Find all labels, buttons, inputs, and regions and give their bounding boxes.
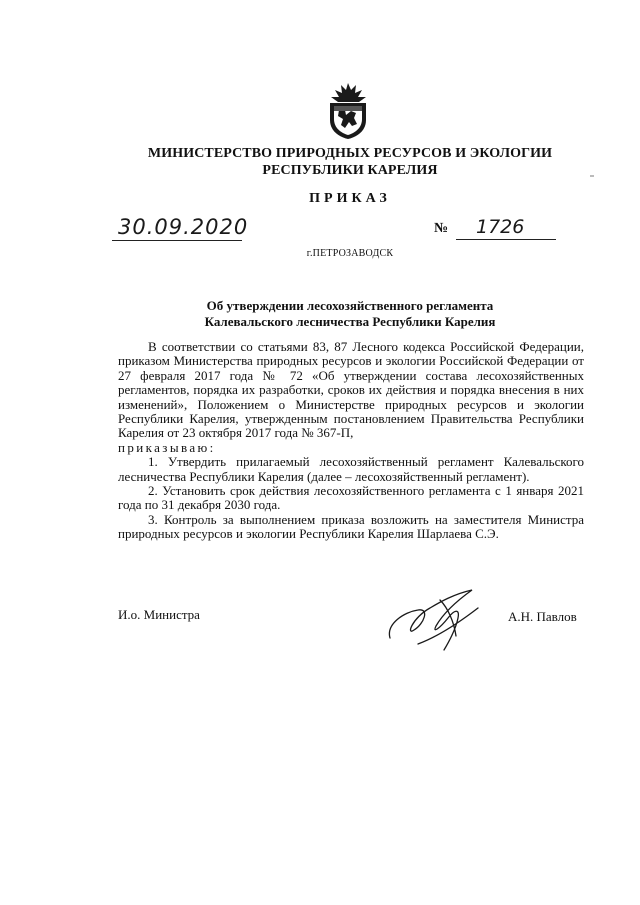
coat-of-arms-icon — [324, 82, 372, 140]
order-date: 30.09.2020 — [118, 215, 249, 239]
order-item-1: 1. Утвердить прилагаемый лесохозяйственный регламент Калевальского лесничества Республики Карелия (далее – лесохозяйственный регламент). — [118, 454, 584, 484]
preamble-paragraph: В соответствии со статьями 83, 87 Лесного кодекса Российской Федерации, приказом Министерства природных ресурсов и экологии Российской Федерации от 27 февраля 2017 года № 72 «Об утверждении состава лесохозяйственных регламентов, порядка их разработки, сроков их действия и порядка внесения в них изменений», Положением о Министерстве природных ресурсов и экологии Республики Карелия, утвержденным постановлением Правительства Республики Карелия от 23 октября 2017 года № 367-П, — [118, 339, 584, 441]
number-underline — [456, 239, 556, 240]
ministry-name-line1: МИНИСТЕРСТВО ПРИРОДНЫХ РЕСУРСОВ И ЭКОЛОГИИ — [147, 146, 553, 161]
date-underline — [112, 240, 242, 241]
handwritten-signature — [378, 578, 488, 658]
decree-word: приказываю: — [118, 439, 216, 455]
signatory-name: А.Н. Павлов — [508, 609, 577, 624]
document-type-title: ПРИКАЗ — [309, 191, 391, 206]
subject-line1: Об утверждении лесохозяйственного регламента — [206, 298, 494, 313]
order-number-label: № — [434, 221, 449, 236]
order-item-2: 2. Установить срок действия лесохозяйственного регламента с 1 января 2021 года по 31 декабря 2030 года. — [118, 483, 584, 513]
subject-line2: Калевальского лесничества Республики Карелия — [204, 314, 496, 329]
ministry-name-line2: РЕСПУБЛИКИ КАРЕЛИЯ — [262, 163, 438, 178]
order-body — [118, 340, 584, 542]
order-number: 1726 — [476, 216, 525, 238]
scan-mark — [590, 175, 594, 177]
order-subject — [60, 298, 640, 330]
order-item-3: 3. Контроль за выполнением приказа возложить на заместителя Министра природных ресурсов и экологии Республики Карелия Шарлаева С.Э. — [118, 511, 584, 542]
city-name: г.ПЕТРОЗАВОДСК — [306, 248, 394, 259]
signatory-position: И.о. Министра — [118, 607, 200, 622]
